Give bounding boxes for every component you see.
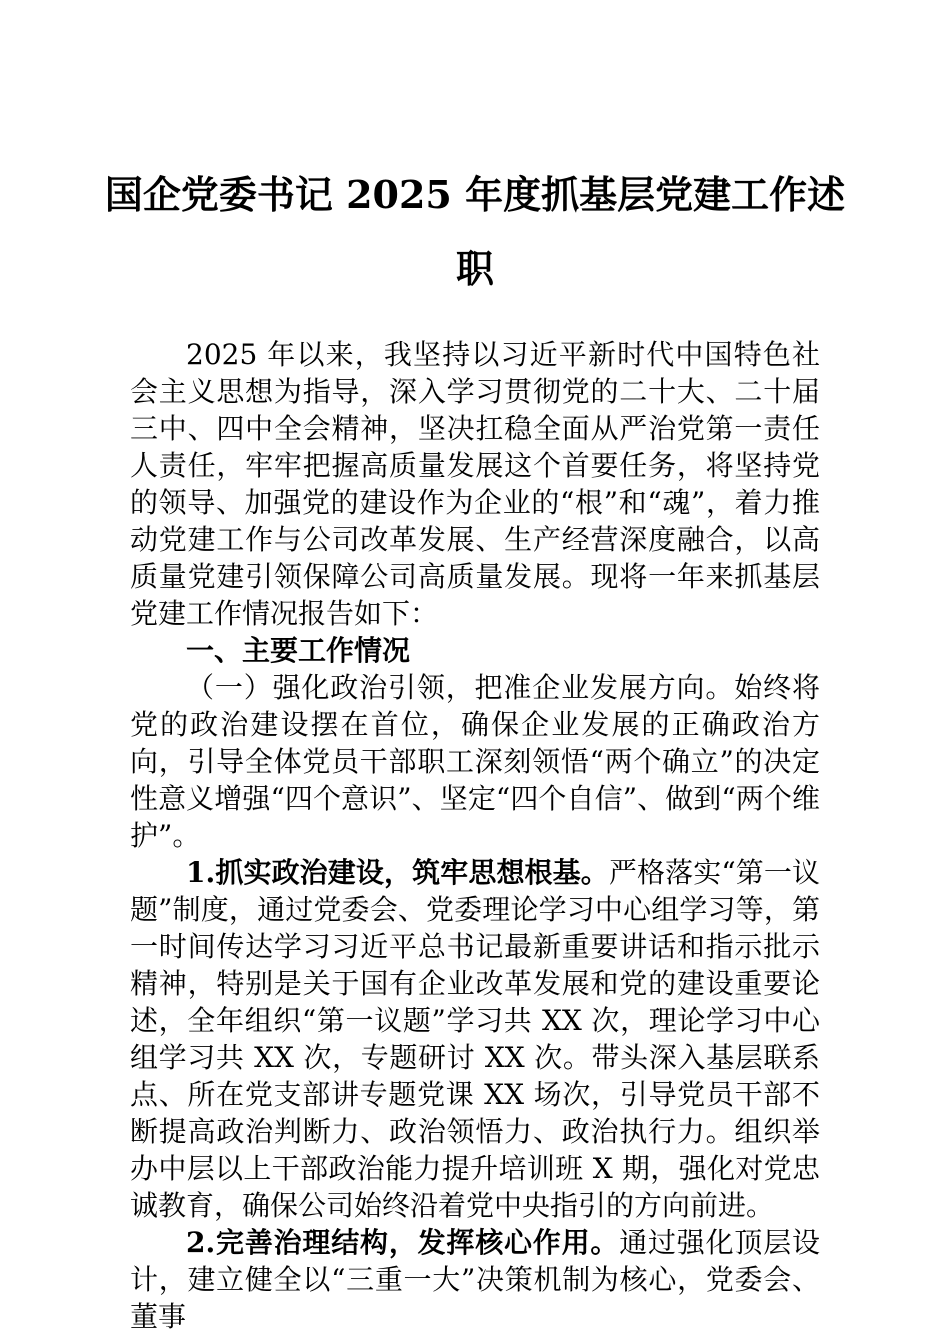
document-body xyxy=(130,336,820,1335)
section-heading-1: 一、主要工作情况 xyxy=(186,634,411,667)
subsection-1-paragraph: （一）强化政治引领，把准企业发展方向。始终将党的政治建设摆在首位，确保企业发展的正确政治方向，引导全体党员干部职工深刻领悟“两个确立”的决定性意义增强“四个意识”、坚定“四个自信”、做到“两个维护”。 xyxy=(130,671,820,852)
paragraph-lead: 1.抓实政治建设，筑牢思想根基。 xyxy=(186,856,609,889)
item-1-paragraph: 1.抓实政治建设，筑牢思想根基。严格落实“第一议题”制度，通过党委会、党委理论学习中心组学习等，第一时间传达学习习近平总书记最新重要讲话和指示批示精神，特别是关于国有企业改革发展和党的建设重要论述，全年组织“第一议题”学习共 XX 次，理论学习中心组学习共 XX 次，专题研讨 XX 次。带头深入基层联系点、所在党支部讲专题党课 XX 场次，引导党员干部不断提高政治判断力、政治领悟力、政治执行力。组织举办中层以上干部政治能力提升培训班 X 期，强化对党忠诚教育，确保公司始终沿着党中央指引的方向前进。 xyxy=(130,856,820,1222)
paragraph-lead: 2.完善治理结构，发挥核心作用。 xyxy=(186,1226,620,1259)
item-2-paragraph: 2.完善治理结构，发挥核心作用。通过强化顶层设计，建立健全以“三重一大”决策机制为核心，党委会、董事 xyxy=(130,1226,820,1333)
intro-paragraph: 2025 年以来，我坚持以习近平新时代中国特色社会主义思想为指导，深入学习贯彻党的二十大、二十届三中、四中全会精神，坚决扛稳全面从严治党第一责任人责任，牢牢把握高质量发展这个首要任务，将坚持党的领导、加强党的建设作为企业的“根”和“魂”，着力推动党建工作与公司改革发展、生产经营深度融合，以高质量党建引领保障公司高质量发展。现将一年来抓基层党建工作情况报告如下： xyxy=(130,338,820,630)
paragraph-lead: （一）强化政治引领，把准企业发展方向。 xyxy=(186,671,735,704)
document-title: 国企党委书记 2025 年度抓基层党建工作述职 xyxy=(104,172,846,291)
